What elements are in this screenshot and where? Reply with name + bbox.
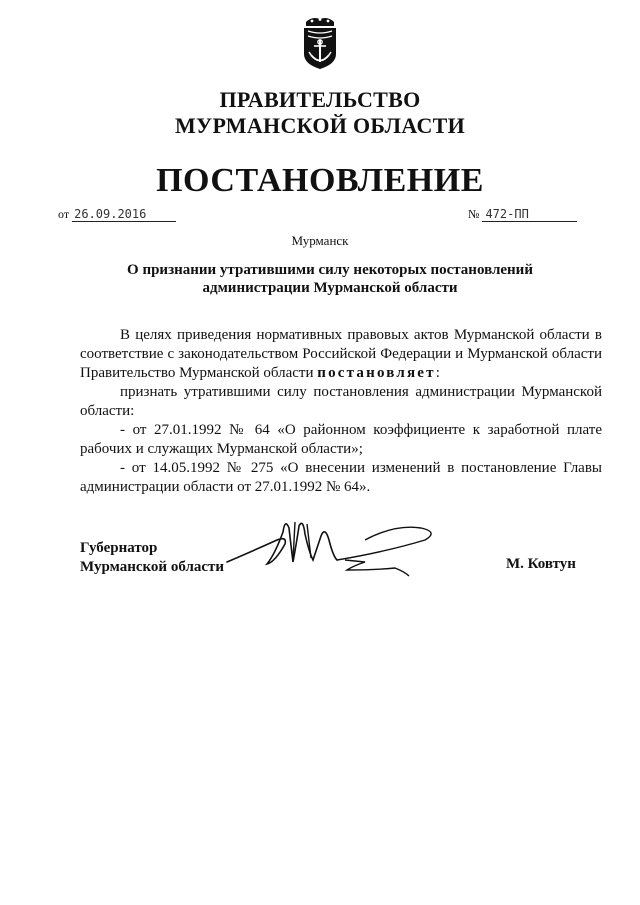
handwritten-signature: [225, 510, 445, 585]
preamble-text: В целях приведения нормативных правовых актов Мурманской области в соответствие с законодательством Российской Федерации и Мурманской области Правительство Мурманской области: [80, 327, 602, 381]
date-prefix: от: [58, 207, 70, 221]
subject-line2: администрации Мурманской области: [202, 280, 458, 296]
subject-line1: О признании утратившими силу некоторых постановлений: [127, 262, 533, 278]
paragraph-item-1: - от 27.01.1992 № 64 «О районном коэффициенте к заработной плате рабочих и служащих Мурманской области»;: [80, 422, 602, 457]
number-prefix: №: [468, 207, 480, 221]
document-subject: [110, 261, 550, 297]
resolution-keyword: постановляет: [317, 365, 436, 381]
date-value: 26.09.2016: [72, 207, 176, 222]
document-type: ПОСТАНОВЛЕНИЕ: [156, 162, 484, 199]
city: Мурманск: [291, 233, 349, 248]
signatory-title-line1: Губернатор: [80, 540, 158, 556]
preamble-end: :: [435, 365, 440, 381]
paragraph-preamble: [80, 326, 602, 383]
signatory-title: [80, 539, 224, 577]
number-value: 472-ПП: [482, 207, 577, 222]
paragraph-decision: признать утратившими силу постановления администрации Мурманской области:: [80, 384, 602, 419]
document-body: [80, 326, 602, 497]
signatory-title-line2: Мурманской области: [80, 559, 225, 575]
org-name-line2: МУРМАНСКОЙ ОБЛАСТИ: [174, 113, 466, 138]
paragraph-item-2: - от 14.05.1992 № 275 «О внесении изменений в постановление Главы администрации области от 27.01.1992 № 64».: [80, 460, 602, 495]
murmansk-coat-of-arms-icon: [298, 14, 342, 70]
number-field: [468, 207, 577, 222]
org-name-line1: ПРАВИТЕЛЬСТВО: [219, 87, 421, 112]
signatory-name: М. Ковтун: [506, 556, 576, 572]
date-field: [58, 207, 176, 222]
